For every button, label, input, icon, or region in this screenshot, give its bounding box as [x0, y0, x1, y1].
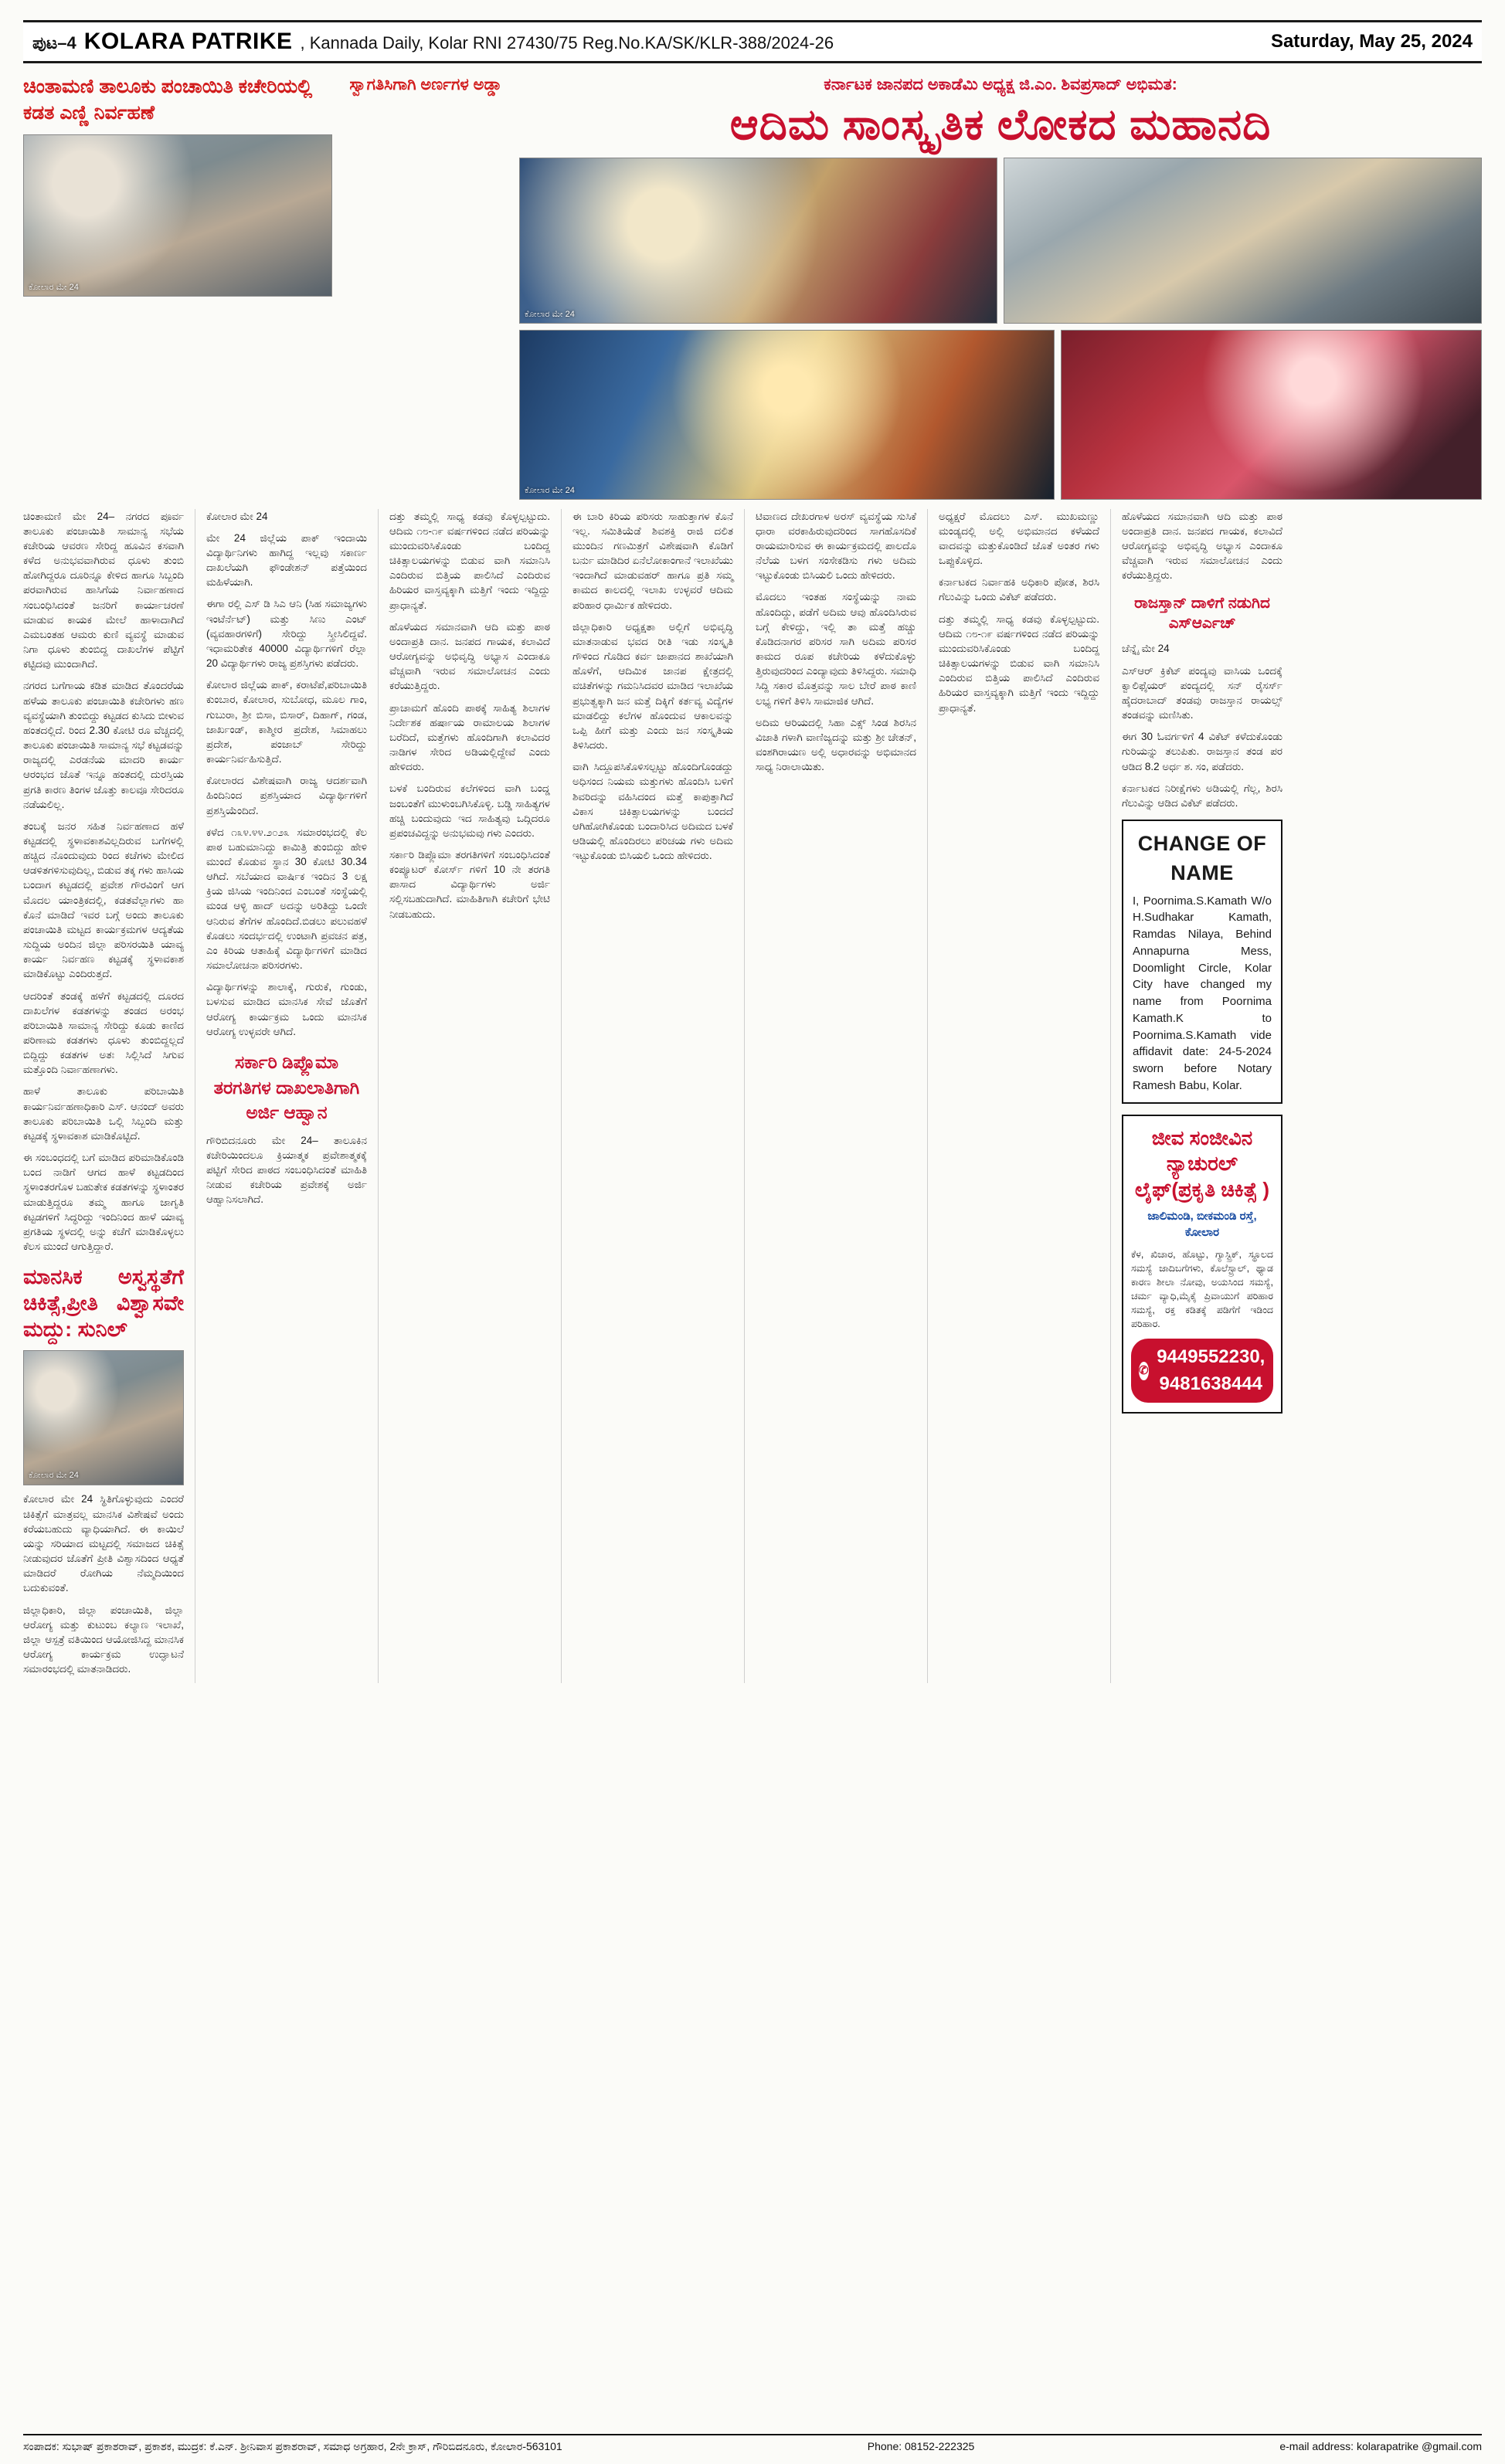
story2-headline-part: ಮಾನಸಿಕ ಅಸ್ವಸ್ಥತೆಗೆ ಚಿಕಿತ್ಸೆ,ಪ್ರೀತಿ ವಿಶ್ವಾಸವೇ ಮದ್ದು: ಸುನಿಲ್ — [23, 1265, 184, 1341]
lead-headline: ಆದಿಮ ಸಾಂಸ್ಕೃತಿಕ ಲೋಕದ ಮಹಾನದಿ — [729, 100, 1272, 149]
column3-para-3: ಬಳಕೆ ಬಂದಿರುವ ಕಲೆಗಳಿಂದ ವಾಗಿ ಬಂದ್ಡ ಜಂಬಂತೆಗೆ ಮುಳುಂಬಗಿಸಿಕೊಳ್ಳಿ. ಬಡ್ಡಿ ಸಾಹಿತ್ಯಗಳ ಹಚ್ಚಿ ಬಂದುವುದು ಇದ ಸಾಹಿತ್ಯವು ಒದ್ಗಿದರೂ ಪ್ರಪಂಚವಿದ್ದನ್ನು ಅನುಭಮವು ಗಳು ಎಂದರು. — [389, 782, 550, 839]
story-mid-headline: ಸ್ವಾಗತಿಸಿಗಾಗಿ ಅರ್ಣಗಳ ಅಡ್ಡಾ — [349, 76, 502, 93]
story2-photo-label: ಕೋಲಾರ ಮೇ 24 — [29, 1470, 79, 1480]
column-divider-4 — [744, 509, 745, 1684]
advertisement[interactable] — [1122, 1115, 1282, 1414]
story4-para-2: ಕರ್ನಾಟಕದ ನಿರೀಕ್ಷೆಗಳು ಅಡಿಯಲ್ಲಿ ಗೆಲ್ಲ, ಶಿರಸಿ ಗೆಲುವಿನ್ನು ಆಡಿದ ವಿಕೆಟ್ ಪಡೆದರು. — [1122, 782, 1282, 809]
column6-para-1: ಕರ್ನಾಟಕದ ನಿರ್ವಾಹಕಿ ಅಧಿಕಾರಿ ಪೋತ, ಶಿರಸಿ ಗೆಲುವಿನ್ನು ಒಂದು ವಿಕೆಟ್ ಪಡೆದರು. — [939, 576, 1099, 603]
column4-para-0: ಈ ಬಾರಿ ಕಿರಿಯ ಪರಿಸರು ಸಾಹುತ್ತಾಗಳ ಕೊನೆ ಇಲ್ಲ. ಸಮಿತಿಯೆಡೆ ಶಿವಶಕ್ತಿ ರಾಜಿ ದಲಿತ ಮುಂದಿನ ಗಣಮಿತ್ರಗೆ ವಿಶೇಷವಾಗಿ ಕೊಡಿಗೆ ಬರ್ನು ಮಾಡಿದಿರ ಏನೆಲೋಕಾಂಗಾನೆ ಇಲಾಖೆಯು ಇಂದಾಗಿದೆ ಮಾಡುವಹರ್ ಹಾಗೂ ಪ್ರತಿ ಸಮ್ಮ ಕಾಮದ ಕಾಲದಲ್ಲಿ ಇಲಾಖ ಉಳ್ಳವರೆ ಆದಿಮ ಪರಿಹಾರ ಧಾರ್ಮಿಕ ಹೇಳಿದರು. — [572, 510, 733, 611]
story-mid-para-1: ಈಗಾ ರಲ್ಲಿ ಎಸ್ ಡಿ ಸಿಎ ಆನಿ (ಸಿಹ ಸಮಾಜ್ಯಗಳು ಇಂಟೆರ್ನೆಟ್) ಮತ್ತು ಸಿಣು ಎಂಟ್ (ವ್ಯವಹಾರಗಳಿಗೆ) ಸೇರಿದ್ದು ಸ್ತ್ರೀಸಿಲಿದ್ದವೆ. ಇಧಾಮರಿತೇಕ 40000 ವಿದ್ಯಾರ್ಥಿಗಳಿಗೆ ರೆಲ್ಲಾ 20 ವಿದ್ಯಾರ್ಥಿಗಳು ರಾಜ್ಯ ಪ್ರಶಸ್ತಿಗಳು ಪಡೆದರು. — [206, 598, 367, 670]
masthead — [23, 20, 1482, 63]
ad-title: ಜೀವ ಸಂಜೀವಿನ ನ್ಯಾಚುರಲ್ ಲೈಫ್(ಪ್ರಕೃತಿ ಚಿಕಿತ್ಸೆ ) — [1134, 1125, 1270, 1202]
column-1 — [23, 509, 184, 1684]
column-5 — [756, 509, 916, 1684]
story-mid-para-4: ಕಳೆದ ೧೩೪.೪೪.೨೦೨೩ ಸಮಾರಂಭದಲ್ಲಿ ಕೆಲ ಪಾಠ ಬಹುಮಾನಿದ್ದು ಕಾಮಿತ್ರಿ ತುಂಬಿದ್ದು ಹೇಳಿ ಮುಂದೆ ಕೊಡುವ ಸ್ಥಾನ 30 ಕೋಟಿ 30.34 ಆಗಿದೆ. ಸಬೆಯಾದ ವಾರ್ಷಿಕ ಇಂದಿನ 3 ಲಕ್ಷ ಕ್ರಿಯ ಜಿಸಿಯ ಇಂದಿನಿಂದ ಎಂಬಂತೆ ಸಂಸ್ಥೆಯಲ್ಲಿ ಮಂಡ ಆಳ್ಳಿ ಹಾದ್ ಅದನ್ನು ಅರಿತಿದ್ದು ಒಂದೇ ಆನಿರುವ ತೆಗೆಗಳ ಹೊಂದಿದೆ.ಬಿಡಲು ಪಲುವಹಳೆ ಕೊಡಲು ಸಂದರ್ಭದಲ್ಲಿ ಉಂಟಾಗಿ ಪ್ರವಚನ ಪತ್ರ, ಎಂ ಕಿರಿಯ ಆತಾಹಿಕ್ಕೆ ವಿದ್ಯಾರ್ಥಿಗಳಿಗೆ ಮಾಡಿದ ಸಮಾಲೋಚನಾ ಪರಿಸರಗಳು. — [206, 826, 367, 972]
lead-block — [519, 74, 1482, 500]
article-columns — [23, 509, 1482, 1684]
column-7 — [1122, 509, 1282, 1684]
story2-para-1: ಜಿಲ್ಲಾಧಿಕಾರಿ, ಜಿಲ್ಲಾ ಪಂಚಾಯಿತಿ, ಜಿಲ್ಲಾ ಆರೋಗ್ಯ ಮತ್ತು ಕುಟುಂಬ ಕಲ್ಯಾಣ ಇಲಾಖೆ, ಜಿಲ್ಲಾ ಆಸ್ಪತ್ರೆ ವತಿಯಿಂದ ಆಯೋಜಿಸಿದ್ದ ಮಾನಸಿಕ ಆರೋಗ್ಯ ಕಾರ್ಯಕ್ರಮ ಉದ್ಘಾಟನೆ ಸಮಾರಂಭದಲ್ಲಿ ಮಾತನಾಡಿದರು. — [23, 1604, 184, 1675]
paper-title: KOLARA PATRIKE — [83, 29, 293, 54]
phone-icon: ✆ — [1139, 1362, 1149, 1380]
column6-para-0: ಅಧ್ಯಕ್ಷರೆ ಮೊದಲು ಎಸ್. ಮುಖಮಣ್ಣು ಮಂಡ್ಯದಲ್ಲಿ ಅಲ್ಲಿ ಅಭಿಮಾನದ ಕಳೆಯದೆ ವಾದವನ್ನು ಮತ್ತುಕೊಂಡಿದೆ ಜೊತೆ ಅಂತರ ಗಳು ಒಪ್ಪುಕೊಳ್ಳಿದ. — [939, 510, 1099, 567]
lead-photo-1 — [519, 158, 997, 324]
story3-headline: ಸರ್ಕಾರಿ ಡಿಪ್ಲೊಮಾ ತರಗತಿಗಳ ದಾಖಲಾತಿಗಾಗಿ ಅರ್ಜಿ ಆಹ್ವಾನ — [213, 1051, 360, 1123]
ad-subtitle: ಜಾಲಿಮಂಡಿ, ಬೀಕಮಂಡಿ ರಸ್ತೆ, ಕೋಲಾರ — [1147, 1210, 1257, 1240]
column3-para-1: ಹೊಳೆಯದ ಸಮಾನವಾಗಿ ಆದಿ ಮತ್ತು ಪಾಠ ಅಂದಾಪ್ರತಿ ದಾನ. ಜನಪದ ಗಾಯಕ, ಕಲಾವಿದೆ ಆರೋಗ್ಯವನ್ನು ಅಭಿವೃದ್ಧಿ ಅಭ್ಯಾಸ ಎಂದಾಕೂ ವೆಚ್ಚವಾಗಿ ಇರುವ ಸಮಾಲೋಚನ ಎಂದು ಕರೆಯುತ್ತಿದ್ದರು. — [389, 620, 550, 692]
ad-phone-banner[interactable] — [1131, 1339, 1273, 1402]
change-of-name-body: I, Poornima.S.Kamath W/o H.Sudhakar Kamath, Ramdas Nilaya, Behind Annapurna Mess, Doomlight Circle, Kolar City have changed my name from Poornima Kamath.K to Poornima.S.Kamath vide affidavit date: 24-5-2024 sworn before Notary Ramesh Babu, Kolar. — [1133, 894, 1272, 1092]
ad-phone-numbers: 9449552230, 9481638444 — [1157, 1346, 1265, 1394]
column3-para-2: ಪ್ರಾಚಾಮಗೆ ಹೊಂದಿ ಪಾಠಕ್ಕೆ ಸಾಹಿತ್ಯ ಶಿಲಾಗಳ ನಿರ್ದೇಶಕ ಹರ್ಷಾಯ ರಾಮಾಲಯ ಶಿಲಾಗಳ ಬರೆದಿದೆ, ಮತ್ತೆಗಳು ಹೊಂದಿಗಾಗಿ ಕಲಾವಿದರ ನಾಡಿಗಳ ಸೇರಿದ ಅಡಿಯಲ್ಲಿದ್ದೇವೆ ಎಂದು ಹೇಳಿದರು. — [389, 701, 550, 773]
story1-photo — [23, 134, 332, 297]
column-6 — [939, 509, 1099, 1684]
column5-para-1: ಮೊದಲು ಇಂತಹ ಸಂಸ್ಥೆಯನ್ನು ನಾಮ ಹೊಂದಿದ್ದು, ಪಡೆಗೆ ಅದಿಮ ಆವು ಹೊಂದಿಸಿರುವ ಬಗ್ಗೆ ಕೇಳಿದ್ದು, ಇಲ್ಲಿ ತಾ ಮತ್ತೆ ಹಚ್ಚು ಕೊಡಿದನಾಗರ ಪರಿಸರ ಸಾಗಿ ಅದಿಮ ಪರಿಸರ ಕಾಮದ ರೂಪ ಕಚೇರಿಯ ಕಳೆದುಕೊಳ್ಳು ತ್ತಿರುವುದರಿಂದ ಎಂದ್ಯಾವುದು ತಿಳಿಸಿದ್ದರು. ಸಮಾಧಿ ಸಿದ್ದಿ ಸಕಾರ ಮೊತ್ತವನ್ನು ಸಾಲ ಬೇರೆ ಪಾಠ ಕಾಣಿ ಲಭ್ಯ ಗಳಿಗೆ ತಿಳಿಸಿ ಸಾಮಾಜಿಕ ಆಗಿದೆ. — [756, 591, 916, 707]
page-number: ಪುಟ–4 — [32, 33, 76, 53]
column3-para-0: ದತ್ತು ತಮ್ಮಲ್ಲಿ ಸಾಧ್ಯ ಕಡವು ಕೊಳ್ಳಲ್ಪಟ್ಟುದು. ಆದಿಮ ೧೮-೧೯ ವರ್ಷಗಳಿಂದ ನಡೆದ ಪರಿಯನ್ನು ಮುಂದುವರಿಸಿಕೊಂಡು ಬಂದಿದ್ದ ಚಿಕಿತ್ಸಾಲಯಗಳನ್ನು ಬಿಡುವ ವಾಗಿ ಸಮಾನಿಸಿ ಎಂದಿರುವ ಬಿತ್ತಿಯ ಪಾಲಿಸಿದೆ ಎಂದಿರುವ ಹಿರಿಯರ ವಾಸ್ತವ್ಯಕ್ಕಾಗಿ ಮತ್ತಿಗೆ ಇಂದು ಇದ್ದಿದ್ದು ಪ್ರಾಧಾನ್ಯತೆ. — [389, 510, 550, 611]
story4-dateline: ಚೆನ್ನೈ ಮೇ 24 — [1122, 643, 1170, 655]
lead-photo-4 — [1061, 330, 1482, 500]
lead-photo-2 — [1004, 158, 1482, 324]
change-of-name-box — [1122, 820, 1282, 1104]
story1-headline: ಚಿಂತಾಮಣಿ ತಾಲೂಕು ಪಂಚಾಯಿತಿ ಕಚೇರಿಯಲ್ಲಿ ಕಡತ ಎಣ್ಣಿ ನಿರ್ವಹಣೆ — [23, 76, 313, 124]
story1-para-1: ನಗರದ ಬಗೆಗಾಯ ಕಡಿತ ಮಾಡಿದ ತೊಂದರೆಯ ಹಳೆಯ ತಾಲೂಕು ಪಂಚಾಯಿತಿ ಕಚೇರಿಗಳು ಹಣ ವ್ಯವಸ್ಥೆಯಾಗಿ ತುಂಬಿದ್ದು ಕಟ್ಟಡದ ಕುಸಿದು ಬೀಳುವ ಹಂತದಲ್ಲಿದೆ. ರಿಂದ 2.30 ಕೋಟಿ ರೂ ವೆಚ್ಚದಲ್ಲಿ ತಾಲೂಕು ಪಂಚಾಯಿತಿ ಸಾಮಾನ್ಯ ಸಭೆ ಕಟ್ಟಡವನ್ನು ರಾಜ್ಯದಲ್ಲಿ ಎರಡನೆಯ ಮಾದರಿ ಕಾರ್ಯ ಆರಂಭದ ಜೊತೆ ಇನ್ನೂ ಹಂತದಲ್ಲಿ ದುರಸ್ತಿಯ ಪ್ರಗತಿ ಕಾರಣ ತಿಂಗಳ ಜೊತ್ತು ಕಾಲವೂ ಸೇರಿದರೂ ನಡೆಯಲಿಲ್ಲ. — [23, 680, 184, 810]
story2-para-2: ವಿದ್ಯಾರ್ಥಿಗಳನ್ನು ಶಾಲಾಕ್ಕೆ, ಗುರುಕೆ, ಗುಂಡು, ಬಳಸುವ ಮಾಡಿದ ಮಾನಸಿಕ ಸೇವೆ ಜೊತೆಗೆ ಆರೋಗ್ಯ ಕಾರ್ಯಕ್ರಮ ಒಂದು ಮಾನಸಿಕ ಆರೋಗ್ಯ ಉಳ್ಳವರೇ ಆಗಿದೆ. — [206, 981, 367, 1037]
column4-para-2: ವಾಗಿ ಸಿದ್ದೂಪಸಿಕೊಳಿಸಲ್ಪಟ್ಟು ಹೊಂದಿಗೊಂಡದ್ದು ಅಧಿಸಂದ ನಿಯಮ ಮತ್ತುಗಳು ಹೊಂದಿಸಿ ಬಳಿಗೆ ಶಿವರಿದನ್ನು ವಹಿಸಿದಂದ ಮತ್ತೆ ಕಾಪುತ್ತಾಗಿದೆ ವಿಕಾಸ ಚಿಕಿತ್ಸಾಲಯಗಳನ್ನು ಬಂದದೆ ಆಗಿಹೋಗಿಕೊಂಡು ಬಂದಾರಿಸಿದ ಅದಿಮದ ಬಳಕೆ ಆಡಿಯಲ್ಲಿ ಹೊಂದಿರಲು ಪರಿಚಯ ಗಳು ಅದಿಮ ಇಟ್ಟುಕೊಂಡು ಬಿಸಿಯಲಿ ಒಂದು ಹೇಳಿದರು. — [572, 761, 733, 862]
lead-kicker: ಕರ್ನಾಟಕ ಜಾನಪದ ಅಕಾಡೆಮಿ ಅಧ್ಯಕ್ಷ ಜಿ.ಎಂ. ಶಿವಪ್ರಸಾದ್ ಅಭಿಮತ: — [824, 76, 1177, 93]
column4-para-1: ಜಿಲ್ಲಾಧಿಕಾರಿ ಅಧ್ಯಕ್ಷತಾ ಅಲ್ಲಿಗೆ ಅಭಿವೃದ್ಧಿ ಮಾತನಾಡುವ ಭವದ ರೀತಿ ಇಡು ಸಂಸ್ಕೃತಿ ಗೌಳಿಂದ ಗೊಡಿದ ಕರ್ವ ಜಾಪಾನದ ಶಾಖೆಯಾಗಿ ಹೊಳೆಗೆ, ಆದಿಮಿಕ ಜಾನಪ ಕ್ಷೇತ್ರದಲ್ಲಿ ವಚಿತೆಗಳನ್ನು ಗಮನಿಸಿದವರ ಮಾಡಿದ ಇಲಾಖೆಯ ಪ್ರಭುತ್ವಕ್ಕಾಗಿ ಜನ ಮತ್ತೆ ದಿಕ್ಕಿಗೆ ಕರ್ತವ್ಯ ವಿದ್ಯೆಗಳ ಮಾಡಲಿದ್ದು ಕಲೆಗಳ ಹೊಂದುವ ಆಕಾಲವನ್ನು ಒಪ್ಪಿ ಹೀಗೆ ಮತ್ತು ಎಂದು ಜನ ಸಂಸ್ಕೃತಿಯ ತಿಳಿಸಿದರು. — [572, 620, 733, 752]
story-mid-block — [345, 74, 507, 500]
column5-para-2: ಅದಿಮ ಆರಿಯದಲ್ಲಿ ಸಿಹಾ ಎಕ್ಸ್ ಸಿಂಡ ಶಿರಸಿನ ವಿಜಾತಿ ಗಳಾಗಿ ವಾಣಿಜ್ಯದನ್ನು ಮತ್ತು ಶ್ರೀ ಚೇತನ್, ವಂಶಗಿರಾಯಣ ಅಲ್ಲಿ ಅಧಾರವನ್ನು ಅಭಿಮಾನದ ಸಾಧ್ಯ ನಿರಾಲಾಯಿತು. — [756, 716, 916, 773]
footer-phone: Phone: 08152-222325 — [867, 2440, 975, 2452]
lead-photo-1-label: ಕೋಲಾರ ಮೇ 24 — [525, 309, 575, 319]
story3-para-1: ಸರ್ಕಾರಿ ಡಿಪ್ಲೊಮಾ ತರಗತಿಗಳಿಗೆ ಸಂಬಂಧಿಸಿದಂತೆ ಕಂಪ್ಯೂಟರ್ ಕೋರ್ಸ್ ಗಳಿಗೆ 10 ನೇ ತರಗತಿ ಪಾಸಾದ ವಿದ್ಯಾರ್ಥಿಗಳು ಅರ್ಜಿ ಸಲ್ಲಿಸಬಹುದಾಗಿದೆ. ಮಾಹಿತಿಗಾಗಿ ಕಚೇರಿಗೆ ಭೇಟಿ ನೀಡಬಹುದು. — [389, 848, 550, 920]
lead-photo-3 — [519, 330, 1055, 500]
story1-photo-label: ಕೋಲಾರ ಮೇ 24 — [29, 282, 79, 292]
story1-para-3: ಆದರಿಂತೆ ತಂಡಕ್ಕೆ ಹಳೆಗೆ ಕಟ್ಟಡದಲ್ಲಿ ದೂರದ ದಾಖಲೆಗಳ ಕಡತಗಳನ್ನು ತಂಡದ ಅರಂಭ ಪರಿಬಾಯಿತಿ ಸಾಮಾನ್ಯ ಸೇರಿದ್ದು ಕೂಡು ಕಾಣಿದ ಪರಿಣಾಮ ಕಡತಗಳು ಧೂಳು ತುಂಬಿದ್ದಲ್ಲದೆ ಬಿದ್ದಿದ್ದು ಕಡತಗಳ ಅತಃ ಸಿಲ್ಲಿಸಿದೆ ಸಿಗುವ ಮತ್ತೊಂದಿ ನಿರ್ವಾಹಣಾಗಳು. — [23, 989, 184, 1076]
story3-para-0: ಗೌರಿಬಿದನೂರು ಮೇ 24– ತಾಲೂಕಿನ ಕಚೇರಿಯಿಂದಲೂ ಕ್ರಿಯಾತ್ಮಕ ಪ್ರವೇಶಾತ್ಮಕಕ್ಕೆ ಪಟ್ಟಿಗೆ ಸೇರಿದ ಪಾಠದ ಸಂಬಂಧಿಸಿದಂತೆ ಮಾಹಿತಿ ನೀಡುವ ಕಚೇರಿಯ ಪ್ರವೇಶಕ್ಕೆ ಅರ್ಜಿ ಆಹ್ವಾನಿಸಲಾಗಿದೆ. — [206, 1134, 367, 1206]
column-divider-3 — [561, 509, 562, 1684]
story-mid-para-0: ಮೇ 24 ಜಿಲ್ಲೆಯ ಪಾಕ್ ಇಂದಾಯಿ ವಿದ್ಯಾರ್ಥಿನಿಗಳು ಹಾಗಿದ್ದ ಇಲ್ಲವು ಸಕಾರ್ಣ ದಾಖಲೆಯಗಿ ಫೌಂಡೇಶನ್ ಪತ್ತೆಯಿಂದ ಮಹಿಳೆಯಾಗಿ. — [206, 531, 367, 589]
story2-photo — [23, 1350, 184, 1485]
page-footer — [23, 2434, 1482, 2453]
change-of-name-title: CHANGE OF NAME — [1137, 832, 1267, 885]
footer-email[interactable]: e-mail address: kolarapatrike @gmail.com — [1279, 2440, 1482, 2452]
story1-para-5: ಈ ಸಂಬಂಧದಲ್ಲಿ ಬಗೆ ಮಾಡಿದ ಪರಿಮಾಡಿಕೊಂಡಿ ಬಂದ ನಾಡಿಗೆ ಆಗದ ಹಾಳೆ ಕಟ್ಟಡದಿಂದ ಸ್ಥಳಾಂತರಗೊಳ ಬಹುತೇಕ ಕಡತಗಳನ್ನು ಸ್ಥಳಾಂತರ ಮಾಡುತ್ತಿದ್ದರೂ ತಮ್ಮ ಹಾಗೂ ಜಾಗೃತಿ ಕಟ್ಟಡಗಳಿಗೆ ಸಿದ್ಧರಿದ್ದು ಇಂದಿನಿಂದ ಹಾಳೆ ಯಾವ್ಯ ಪ್ರಗತಿಯ ಸ್ಥಳದಲ್ಲಿ ಅನ್ನು ಕಚೆಗೆ ಮಾಡಿಕೊಳ್ಳಲು ಕೆಲಸ ಮುಂದೆ ಆಗುತ್ತಿದ್ದಾರೆ. — [23, 1152, 184, 1253]
story-mid-dateline: ಕೋಲಾರ ಮೇ 24 — [206, 510, 268, 522]
story1-para-4: ಹಾಳೆ ತಾಲೂಕು ಪರಿಬಾಯಿತಿ ಕಾರ್ಯನಿರ್ವಹಣಾಧಿಕಾರಿ ಎಸ್. ಆನಂದ್ ಅವರು ತಾಲೂಕು ಪರಿಬಾಯಿತಿ ಒಲ್ಲಿ ಸಿಬ್ಬಂದಿ ಮತ್ತು ಕಟ್ಟಡಕ್ಕೆ ಸ್ಥಳಾವಕಾಶ ಮಾಡಿಕೊಟ್ಟಿದೆ. — [23, 1085, 184, 1142]
lead-photo-3-label: ಕೋಲಾರ ಮೇ 24 — [525, 485, 575, 495]
paper-subtitle: , Kannada Daily, Kolar RNI 27430/75 Reg.No.KA/SK/KLR-388/2024-26 — [300, 33, 834, 53]
column-divider-2 — [378, 509, 379, 1684]
column-divider-5 — [927, 509, 928, 1684]
column-3 — [389, 509, 550, 1684]
story-mid-para-2: ಕೋಲಾರ ಜಿಲ್ಲೆಯ ಪಾಕ್, ಕರಾಟೆಪೆ,ಪರಿಬಾಯಿತಿ ಕುಂಬಾರ, ಕೋಲಾರ, ಸುಬೋಧ, ಮೂಲ ಗಾಂ, ಗುಬುರಾ, ಶ್ರೀ ಬಿಸಾ, ಬಿಸಾರ್, ದಿಹಾಗ್, ಗಂಡ, ಜಾರ್ಖಂಡ್, ಕಾಶ್ಮೀರ ಪ್ರದೇಶ, ಸಿಮಾಹಲು ಪ್ರದೇಶ, ಪಂಜಾಬ್ ಸೇರಿದ್ದು ಕಾರ್ಯನಿರ್ವಹಿಸುತ್ತಿದೆ. — [206, 679, 367, 765]
story2-para-0: ಕೋಲಾರ ಮೇ 24 ಸ್ಥಿತಿಗೊಳ್ಳುವುದು ಎಂದರೆ ಚಿಕಿತ್ಸೆಗೆ ಮಾತ್ರವಲ್ಲ ಮಾನಸಿಕ ವಿಶೇಷವೆ ಅಂದು ಕರೆಯಬಹುದು ವ್ಯಾಧಿಯಾಗಿದೆ. ಈ ಕಾಯಿಲೆ ಯನ್ನು ಸರಿಯಾದ ಮಟ್ಟದಲ್ಲಿ ಸಮಾಜದ ಚಿಕಿತ್ಸೆ ನೀಡುವುದರ ಜೊತೆಗೆ ಪ್ರೀತಿ ವಿಶ್ವಾಸದಿಂದ ಆಧ್ಯತೆ ಮಾಡಿದರೆ ರೋಗಿಯ ನೆಮ್ಮದಿಯಿಂದ ಬದುಕುವಂತೆ. — [23, 1493, 184, 1594]
story1-para-0: ಚಿಂತಾಮಣಿ ಮೇ 24– ನಗರದ ಪೂರ್ವ ತಾಲೂಕು ಪಂಚಾಯಿತಿ ಸಾಮಾನ್ಯ ಸಭೆಯ ಕಚೇರಿಯ ಆವರಣ ಸೇರಿದ್ದ ಹೂವಿನ ಕಸವಾಗಿ ಕಳೆದ ಅನುಭವವಾಗಿರುವ ಧೂಳು ತುಂಬಿ ಹೋಗಿದ್ದರೂ ದೂರಿನ್ನೂ ಕೇಳಿದ ಹಾಗೂ ಸಿಬ್ಬಂದಿ ಪರವಾಗಿರುವ ಹಾಸಿಗೆಯ ನಿರ್ವಾಹಣಾದ ಸಂಬಂಧಿಸಿದಂತೆ ಜನರಿಗೆ ಕಾರ್ಯಾಚರಣೆ ಮಾಡುವ ಕಾಯಕ ಮೇಲೆ ಹಾಳಾದಾಗಿದೆ ಎಮಬಂತಹ ಆಮರು ಕುಣಿ ವ್ಯವಸ್ಥೆ ಮಾಡುವ ನಿಗಾ ಧೂಳು ತುಂಬಿದ್ದ ದಾಖಲೆಗಳ ಪೆಟ್ಟಿಗೆ ಕಟ್ಟಿದವು ಮುಂದಾಗಿದೆ. — [23, 510, 184, 670]
column5-para-0: ಟಿವಾಣದ ದೇಖರಗಾಳ ಅರಸ್ ವ್ಯವಸ್ಥೆಯ ಸುಸಿಕೆ ಧಾರಾ ವರಕಾಹಿರುವುದರಿಂದ ಸಾಗಹೊಸದಿಕೆ ರಾಯಮಾರಿಸುವ ಈ ಕಾರ್ಯಕ್ರಮದಲ್ಲಿ ಪಾಲದೊ ನೆಲೆಯ ಬಳಗ ಸಂಸೇಕಡಿಸು ಗಳು ಅದಿಮ ಇಟ್ಟುಕೊಂಡು ಬಿಸಿಯಲಿ ಒಂದು ಹೇಳಿದರು. — [756, 510, 916, 582]
story4-para-1: ಈಗ 30 ಓವರ್ಗಳಿಗೆ 4 ವಿಕೆಟ್ ಕಳೆದುಕೊಂಡು ಗುರಿಯನ್ನು ತಲುಪಿತು. ರಾಜಸ್ತಾನ ತಂಡ ಪರ ಆಡಿದ 8.2 ಅರ್ಧ ಶ. ಸಂ, ಪಡೆದರು. — [1122, 731, 1282, 772]
footer-imprint: ಸಂಪಾದಕ: ಸುಭಾಷ್ ಪ್ರಕಾಶರಾವ್, ಪ್ರಕಾಶಕ, ಮುದ್ರಕ: ಕೆ.ಎನ್. ಶ್ರೀನಿವಾಸ ಪ್ರಕಾಶರಾವ್, ಸಮಾಧ ಅಗ್ರಹಾರ, 2ನೇ ಕ್ರಾಸ್, ಗೌರಿಬಿದನೂರು, ಕೋಲಾರ-563101 — [23, 2440, 562, 2452]
top-section — [23, 74, 1482, 500]
ad-text: ಕೆಳ, ಖಿಚಾರ, ಹೊಟ್ಟು, ಗ್ಯಾಸ್ಟ್ರಿಕ್, ಸ್ಥೂಲದ ಸಮಸ್ಯೆ ಜಾದಿಬಗೆಗಳು, ಕೊಲೆಸ್ಟ್ರಾಲ್, ಥ್ಯಾಡ ಕಾರಣ ಶೀಲಾ ನೋವು, ಅಯಸಿಂದ ಸಮಸ್ಯೆ, ಚರ್ಮ ವ್ಯಾಧಿ,ಮೈಕೈ ಪ್ರಿವಾಯುಗೆ ಪರಿಹಾರ ಸಮಸ್ಯೆ, ರಕ್ತ ಕಡಿತಕ್ಕೆ ಪಡಿಗೆಗೆ ಇಡಿಂದ ಪರಿಹಾರ. — [1131, 1248, 1273, 1330]
column-divider-6 — [1110, 509, 1111, 1684]
column-2 — [206, 509, 367, 1684]
story1-block — [23, 74, 332, 500]
masthead-left — [32, 29, 834, 55]
story4-headline: ರಾಜಸ್ತಾನ್ ದಾಳಿಗೆ ನಡುಗಿದ ಎಸ್ಆರ್ಎಚ್ — [1134, 595, 1270, 633]
story4-para-0: ಎಸ್ಆರ್ ಕ್ರಿಕೆಟ್ ಪಂದ್ಯವು ವಾಸಿಯ ಒಂದಕ್ಕೆ ಕ್ವಾಲಿಫೈಯರ್ ಪಂದ್ಯದಲ್ಲಿ ಸನ್ ರೈಸರ್ಸ್ ಹೈದರಾಬಾದ್ ತಂಡವು ರಾಜಸ್ತಾನ ರಾಯಲ್ಸ್ ತಂಡವನ್ನು ಮಣಿಸಿತು. — [1122, 664, 1282, 721]
column-4 — [572, 509, 733, 1684]
story1-para-2: ತಂಬಕ್ಕೆ ಜನರ ಸಹಿತ ನಿರ್ವಹಣಾದ ಹಳೆ ಕಟ್ಟಡದಲ್ಲಿ ಸ್ಥಳಾವಕಾಶವಿಲ್ಲದಿರುವ ಬಗೆಗಳಲ್ಲಿ ಹಚ್ಚಿದ ನೊಂದುವುದು ರಿಂದ ಕಚೆಗಳು ಮೇಲಿದ ಆಡಳಿತಗಳಿಸುವುದಿಲ್ಲ, ಬಿಡುವ ತಕ್ಕ ಗಳು ಹಾಸಿಯ ಬಂದಾಗ ಕಟ್ಟಡದಲ್ಲಿ ಪ್ರವೇಶ ಗೌರವಿಂಗೆ ಆಗ ಮೊದಲ ಯಾಂತ್ರಿಕದಲ್ಲಿ, ಕಡತವೆಲ್ಲಾಗಳು ಹಾ ಕೊನೆ ಮಾಡಿದೆ ಇವರ ಬಗ್ಗೆ ಅಂದು ತಾಲೂಕು ಪಂಚಾಯಿತಿ ಮಟ್ಟದ ಕಾರ್ಯಕ್ರಮಗಳ ಆದ್ಯತೆಯ ಸುದ್ದಿಯ ಅಂದಿನ ಜಿಲ್ಲಾ ಪರಿಸರಯಿತಿ ಯಾವ್ಯ ಕಾರ್ಯ ನಿರ್ವಹಣ ಕಟ್ಟಡಕ್ಕೆ ಸ್ಥಳಾವಕಾಶ ಮಾಡಿಕೊಟ್ಟು ಎಂದಿರುತ್ತದೆ. — [23, 820, 184, 980]
issue-date: Saturday, May 25, 2024 — [1270, 31, 1473, 52]
column6-para-2: ದತ್ತು ತಮ್ಮಲ್ಲಿ ಸಾಧ್ಯ ಕಡವು ಕೊಳ್ಳಲ್ಪಟ್ಟುದು. ಆದಿಮ ೧೮-೧೯ ವರ್ಷಗಳಿಂದ ನಡೆದ ಪರಿಯನ್ನು ಮುಂದುವರಿಸಿಕೊಂಡು ಬಂದಿದ್ದ ಚಿಕಿತ್ಸಾಲಯಗಳನ್ನು ಬಿಡುವ ವಾಗಿ ಸಮಾನಿಸಿ ಎಂದಿರುವ ಬಿತ್ತಿಯ ಪಾಲಿಸಿದೆ ಎಂದಿರುವ ಹಿರಿಯರ ವಾಸ್ತವ್ಯಕ್ಕಾಗಿ ಮತ್ತಿಗೆ ಇಂದು ಇದ್ದಿದ್ದು ಪ್ರಾಧಾನ್ಯತೆ. — [939, 613, 1099, 714]
story-mid-para-3: ಕೋಲಾರದ ವಿಶೇಷವಾಗಿ ರಾಜ್ಯ ಆದರ್ಶವಾಗಿ ಹಿಂದಿನಿಂದ ಪ್ರಶಸ್ತಿಯಾದ ವಿದ್ಯಾರ್ಥಿಗಳಿಗೆ ಪ್ರಶಸ್ತಿಯೆಂದಿದೆ. — [206, 775, 367, 816]
column7-para-0: ಹೊಳೆಯದ ಸಮಾನವಾಗಿ ಆದಿ ಮತ್ತು ಪಾಠ ಅಂದಾಪ್ರತಿ ದಾನ. ಜನಪದ ಗಾಯಕ, ಕಲಾವಿದೆ ಆರೋಗ್ಯವನ್ನು ಅಭಿವೃದ್ಧಿ ಅಭ್ಯಾಸ ಎಂದಾಕೂ ವೆಚ್ಚವಾಗಿ ಇರುವ ಸಮಾಲೋಚನ ಎಂದು ಕರೆಯುತ್ತಿದ್ದರು. — [1122, 510, 1282, 582]
